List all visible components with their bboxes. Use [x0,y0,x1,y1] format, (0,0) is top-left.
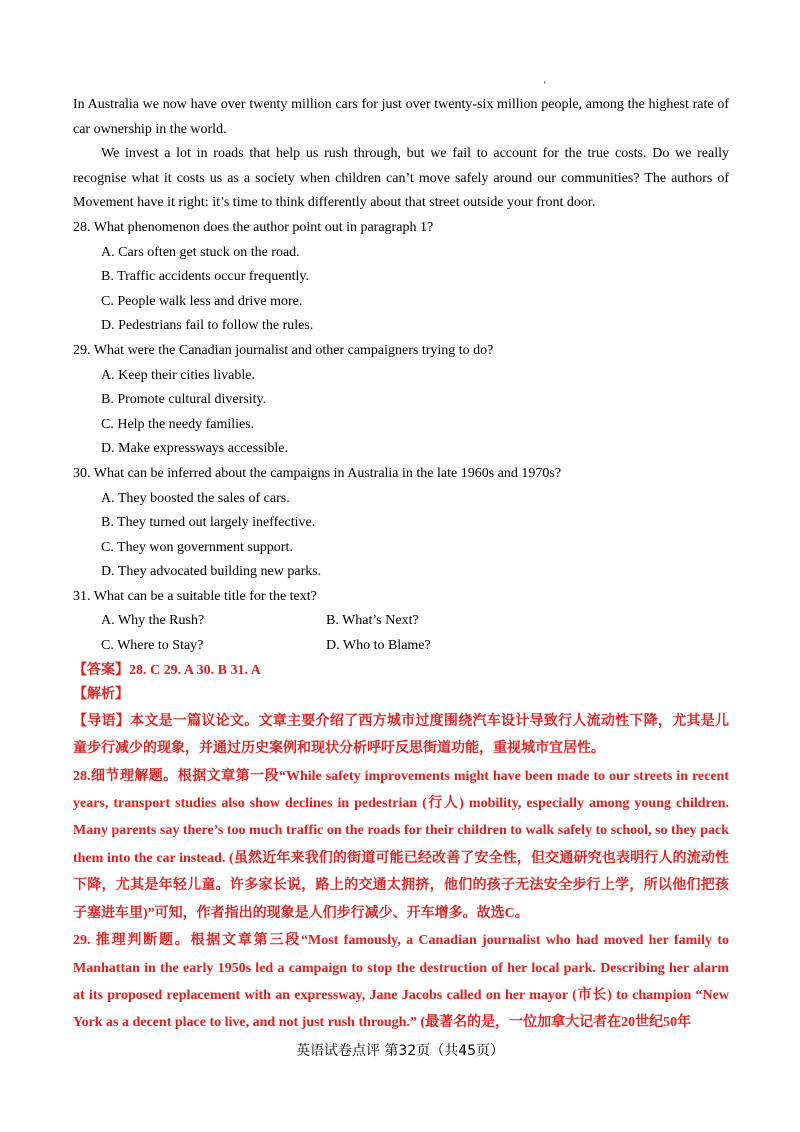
option-b: B. What’s Next? [326,613,419,629]
option-c: C. Help the needy families. [101,416,255,432]
analysis-label: 【解析】 [73,687,129,703]
question-stem: 30. What can be inferred about the campaigns in Australia in the late 1960s and 1970s? [73,465,562,481]
question-stem: 28. What phenomenon does the author point out in paragraph 1? [73,219,434,235]
question-31 [73,585,729,659]
option-c: C. People walk less and drive more. [101,293,303,309]
question-29 [73,339,729,462]
stray-mark: ʻ [543,80,547,91]
option-d: D. Make expressways accessible. [101,441,288,457]
question-28 [73,216,729,339]
option-b: B. Promote cultural diversity. [101,392,267,408]
option-a: A. Keep their cities livable. [101,367,255,383]
option-d: D. Who to Blame? [326,638,431,654]
option-d: D. They advocated building new parks. [101,564,322,580]
option-a: A. They boosted the sales of cars. [101,490,290,506]
option-row [73,609,729,634]
option-a: A. Cars often get stuck on the road. [101,244,300,260]
option-a: A. Why the Rush? [101,613,205,629]
passage-paragraph-2: We invest a lot in roads that help us rush through, but we fail to account for the true costs. Do we really recognise what it costs us as a society when children can’t move safely around our communities? The authors of Movement have it right: it’s time to think differently about that street outside your front door. [73,146,729,211]
explanation-29: 29. 推理判断题。根据文章第三段“Most famously, a Canadian journalist who had moved her family to Manhattan in the early 1950s led a campaign to stop the destruction of her local park. Describing her alarm at its proposed replacement with an expressway, Jane Jacobs called on her mayor (市长) to champion “New York as a decent place to live, and not just rush through.” (最著名的是，一位加拿大记者在20世纪50年 [73,933,729,1031]
option-d: D. Pedestrians fail to follow the rules. [101,318,314,334]
option-c: C. They won government support. [101,539,293,555]
question-30 [73,462,729,585]
guide-text: 【导语】本文是一篇议论文。文章主要介绍了西方城市过度围绕汽车设计导致行人流动性下降，尤其是儿童步行减少的现象，并通过历史案例和现状分析呼吁反思街道功能，重视城市宜居性。 [73,713,729,757]
answer-key: 【答案】28. C 29. A 30. B 31. A [73,662,261,678]
explanation-28: 28.细节理解题。根据文章第一段“While safety improvements might have been made to our streets in recent years, transport studies also show declines in pedestrian (行人) mobility, especially among young children. Many parents say there’s too much traffic on the roads for their children to walk safely to school, so they pack them into the car instead. (虽然近年来我们的街道可能已经改善了安全性，但交通研究也表明行人的流动性下降，尤其是年轻儿童。许多家长说，路上的交通太拥挤，他们的孩子无法安全步行上学，所以他们把孩子塞进车里)”可知，作者指出的现象是人们步行减少、开车增多。故选C。 [73,768,729,921]
option-c: C. Where to Stay? [101,638,204,654]
question-stem: 31. What can be a suitable title for the text? [73,588,317,604]
option-row [73,634,729,659]
question-stem: 29. What were the Canadian journalist and other campaigners trying to do? [73,342,494,358]
option-b: B. Traffic accidents occur frequently. [101,269,309,285]
page-content [73,93,729,1037]
page-footer: 英语试卷点评 第32页（共45页） [295,1043,505,1059]
passage-paragraph-1: In Australia we now have over twenty million cars for just over twenty-six million people, among the highest rate of car ownership in the world. [73,97,729,137]
option-b: B. They turned out largely ineffective. [101,515,316,531]
